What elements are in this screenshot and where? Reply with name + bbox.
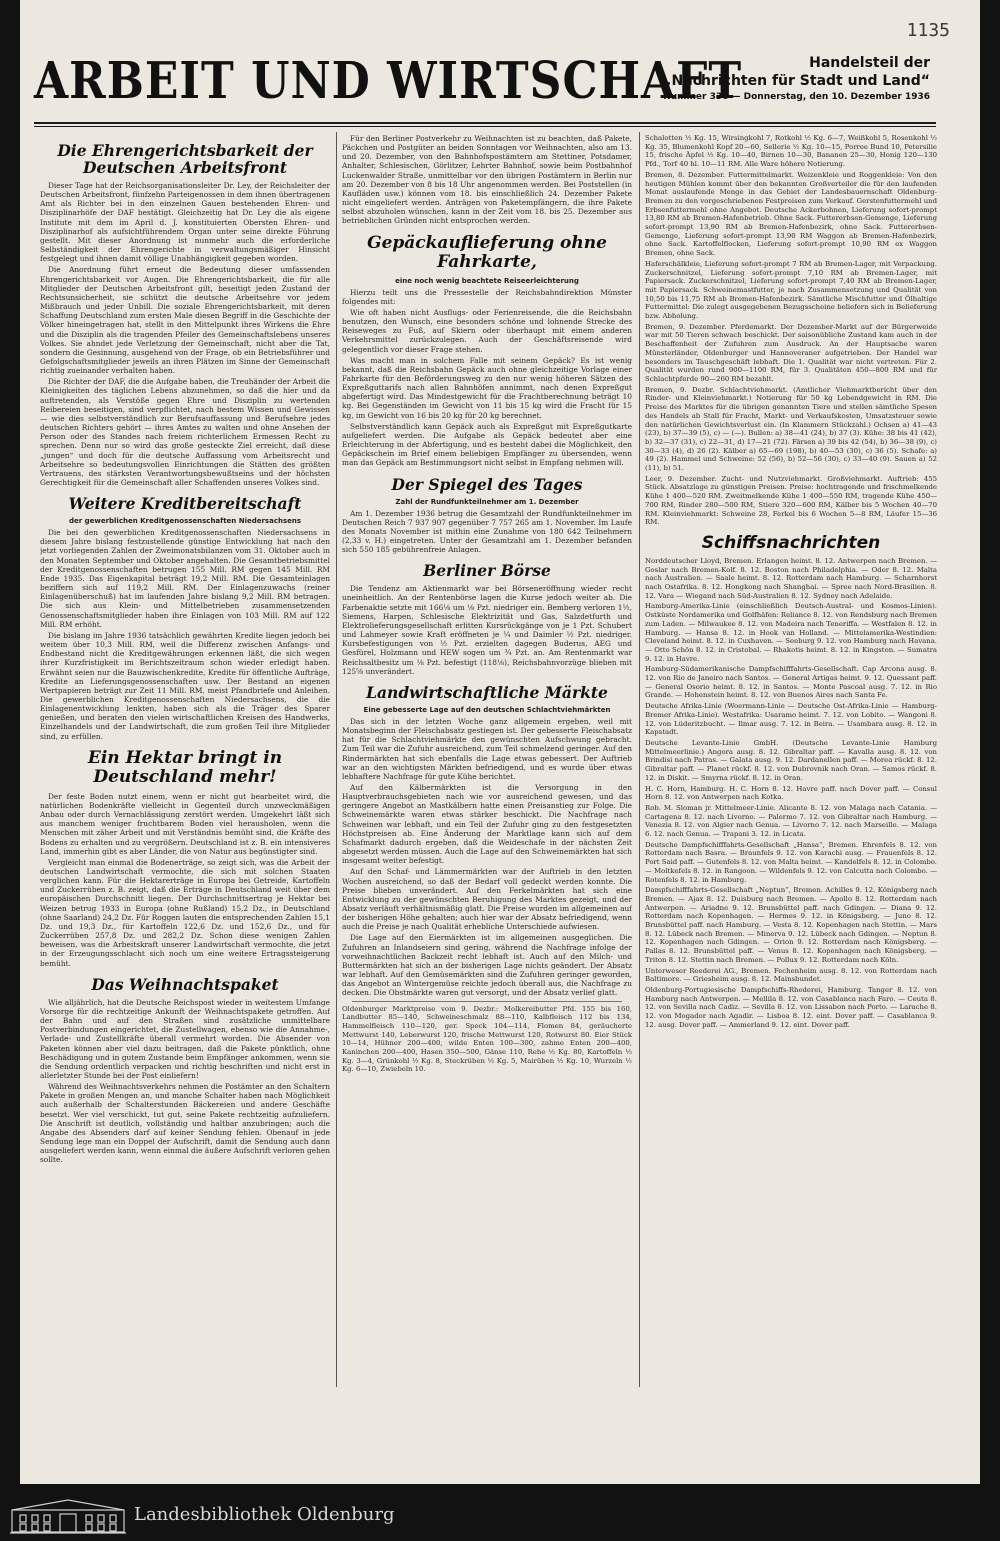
divider bbox=[352, 1001, 622, 1002]
column-divider bbox=[639, 132, 640, 1387]
article-paragraph: Deutsche Levante-Linie GmbH. (Deutsche Levante-Linie Hamburg Mittelmeerlinie.) Angora ausg. 8. 12. Gibraltar paff. — Kavalla ausg. 8. 12. von Brindisi nach Patras. — Galata ausg. 9. 12. Dardanellen paff. — Morea rückf. 8. 12. Gibraltar paff. — Planet rückf. 8. 12. von Dubrovnik nach Oran. — Samos rückf. 8. 12. in Diskit. — Smyrna rückf. 8. 12. in Oran. bbox=[645, 739, 937, 782]
article-paragraph: Oldenburger Marktpreise vom 9. Dezbr.: Molkereibutter Pfd. 155 bis 160, Landbutter 85—140, Schweineschmalz 88—110, Kalbfleisch 112 bis 134, Hammelfleisch 110—120, ger. Speck 104—114, Flomen 84, geräucherte Mettwurst 140, Leberwurst 120, frische Mettwurst 120, Rotwurst 80. Eier Stück 10—14, Hühner 200—400, wilde Enten 100—300, zahme Enten 200—400, Kaninchen 200—400, Hasen 350—500, Gänse 110, Rehe ½ Kg. 80, Kartoffeln ½ Kg. 3—4, Grünkohl ½ Kg. 8, Steckrüben ½ Kg. 5, Mairüben ½ Kg. 10, Wurzeln ½ Kg. 6—10, Zwiebeln 10. bbox=[342, 1004, 632, 1074]
article-weihnachtspaket bbox=[40, 998, 330, 1165]
article-paragraph: Wie alljährlich, hat die Deutsche Reichspost wieder in weitestem Umfange Vorsorge für die rechtzeitige Ankunft der Weihnachtspakete getroffen. Auf der Bahn und auf den Straßen sind zusätzliche unmittelbare Postverbindungen eingerichtet, die Zustellwagen, ebenso wie die Annahme-, Verlade- und Zustellkräfte überall vermehrt worden. Die Absender von Paketen können aber viel dazu beitragen, daß die Pakete pünktlich, ohne Beschädigung und in gutem Zustande beim Empfänger ankommen, wenn sie die Sendung ordentlich verpacken und richtig beschriften und nicht erst in allerletzter Stunde bei der Post einliefern! bbox=[40, 997, 330, 1080]
column-left bbox=[40, 134, 330, 1384]
article-paragraph: Hierzu teilt uns die Pressestelle der Reichsbahndirektion Münster folgendes mit: bbox=[342, 287, 632, 306]
masthead-subtitle bbox=[662, 54, 930, 104]
article-paragraph: Norddeutscher Lloyd, Bremen. Erlangen heimt. 8. 12. Antwerpen nach Bremen. — Goslar nach Bremen-Kolf. 8. 12. Boston nach Philadelphia. — Oder 8. 12. Malta nach Australien. — Saale heimt. 8. 12. Rotterdam nach Hamburg. — Scharnhorst nach Ostafrika. 8. 12. Hongkong nach Shanghai. — Spree nach Nord-Brasilien. 8. 12. Vara — Wiegand nach Süd-Australien 8. 12. Sydney nach Adelaide. bbox=[645, 556, 937, 600]
article-paragraph: Der feste Boden nutzt einem, wenn er nicht gut bearbeitet wird, die natürlichen Bodenkräfte vielleicht in Gegenteil durch unzweckmäßigen Anbau oder durch Vernachlässigung zerstört werden. Umgekehrt läßt sich aus manchem weniger fruchtbarem Boden viel herausholen, wenn die Menschen mit zäher Arbeit und mit Verständnis bemüht sind, die Kräfte des Bodens zu erhalten und zu vergrößern. Deutschland ist z. B. ein intensiveres Land, immerhin gibt es aber Länder, die von Natur aus begünstigter sind. bbox=[40, 791, 330, 856]
footer-bar bbox=[0, 1488, 1000, 1541]
masthead-title: ARBEIT UND WIRTSCHAFT bbox=[34, 52, 743, 111]
article-schiffsnachrichten bbox=[645, 557, 937, 1030]
article-paragraph: Die bislang im Jahre 1936 tatsächlich gewährten Kredite liegen jedoch bei weitem über 10,3 Mill. RM, weil die Differenz zwischen Anfangs- und Endbestand nicht die Kreditgewährungen erkennen läßt, die sich wegen ihrer Kurzfristigkeit im Berichtszeitraum schon wieder erledigt haben. Erwähnt seien nur die Bauzwischenkredite, Kredite für öffentliche Aufträge, Kredite an Lieferungsgenossenschaften usw. Der Bestand an eigenen Wertpapieren beträgt zur Zeit 11 Mill. RM, meist Pfandbriefe und Anleihen. Die gewerblichen Kreditgenossenschaften Niedersachsens, die die Einlagenentwicklung lenkten, haben sich als die Träger des Sparer genießen, und beraten den vielen wirtschaftlichen Kreisen des Handwerks, Einzelhandels und der Landwirtschaft, die zum großen Teil ihre Mitglieder sind, zu erfüllen. bbox=[40, 630, 330, 741]
article-paragraph: Vergleicht man einmal die Bodenerträge, so zeigt sich, was die Arbeit der deutschen Landwirtschaft vermochte, die sich mit solchen Staaten verglichen kann. Für die Hektarerträge in Europa bei Getreide, Kartoffeln und Zuckerrüben z. B. zeigt, daß die Erträge in Deutschland weit über dem europäischen Durchschnitt liegen. Der Durchschnittsertrag je Hektar bei Weizen betrug 1933 in Europa (ohne Rußland) 15,2 Dz., in Deutschland (ohne Saarland) 24,2 Dz. Für Roggen lauten die entsprechenden Zahlen 15,1 Dz. und 19,3 Dz., für Kartoffeln 122,6 Dz. und 152,6 Dz., und für Zuckerrüben 257,8 Dz. und 282,2 Dz. Schon diese wenigen Zahlen beweisen, was die Arbeitskraft unserer Landwirtschaft vermochte, die jetzt in der Erzeugungsschlacht sich noch um eine weitere Ertragssteigerung bemüht. bbox=[40, 857, 330, 968]
article-paragraph: Unterweser Reederei AG., Bremen. Fechenheim ausg. 8. 12. von Rotterdam nach Baltimore. — Griesheim ausg. 8. 12. Mainsbundet. bbox=[645, 966, 937, 984]
article-paragraph: Während des Weihnachtsverkehrs nehmen die Postämter an den Schaltern Pakete in großen Mengen an, und manche Schalter haben nach Möglichkeit auch außerhalb der Schalterstunden Bäckereien und andere Geschäfte besetzt. Wer viel verschickt, tut gut, seine Pakete rechtzeitig aufzuliefern. Die Anschrift ist deutlich, vollständig und haltbar anzubringen; auch die Angabe des Absenders darf auf keiner Sendung fehlen. Obenauf in jede Sendung lege man ein Doppel der Aufschrift, damit die Sendung auch dann ausgeliefert werden kann, wenn einmal die äußere Aufschrift verloren gehen sollte. bbox=[40, 1082, 330, 1165]
article-paragraph: Die Richter der DAF, die die Aufgabe haben, die Treuhänder der Arbeit die Kleinigkeiten des täglichen Lebens abzunehmen, so daß die hier und da auftretenden, als Verstöße gegen Ehre und Disziplin zu wertenden Reibereien beseitigen, sind verpflichtet, nach bestem Wissen und Gewissen — wie dies selbstverständlich zur Berufsauffassung und Berufsehre jedes deutschen Richters gehört — ihres Amtes zu walten und ohne Ansehen der Person oder des Standes nach freiem richterlichem Ermessen Recht zu sprechen. Denn nur so wird das große gesteckte Ziel erreicht, daß diese „jungen“ und doch für die deutsche Auffassung vom Arbeitsrecht und Arbeitsehre so bedeutungsvollen Einrichtungen die Stätten des größten Vertrauens, des stärksten Verantwortungsbewußtseins und der höchsten Gerechtigkeit für die Gemeinschaft aller Schaffenden unseres Volkes sind. bbox=[40, 377, 330, 487]
article-paragraph: Deutsche Dampfschifffahrts-Gesellschaft „Hansa“, Bremen. Ehrenfels 8. 12. von Rotterdam nach Basra. — Braunfels 9. 12. von Karachi ausg. — Frauenfels 8. 12. Port Said paff. — Gutenfels 8. 12. von Malta heimt. — Kandelfels 8. 12. in Colombo. — Moltkefels 8. 12. in Rangoon. — Wildenfels 9. 12. von Calcutta nach Colombo. — Rotenfels 8. 12. in Hamburg. bbox=[645, 840, 937, 884]
article-paragraph: Leer, 9. Dezember. Zucht- und Nutzviehmarkt. Großviehmarkt. Auftrieb: 455 Stück. Absatzlage zu günstigen Preisen. Preise: hochtragende und frischmelkende Kühe 1 400—520 RM. Zweitmelkende Kühe 1 400—550 RM, tragende Kühe 450—700 RM, Rinder 280—500 RM, Stiere 320—600 RM, Kälber bis 5 Wochen 40—70 RM. Kleinviehmarkt: Schweine 28, Ferkel bis 6 Wochen 5—8 RM, Läufer 15—36 RM. bbox=[645, 474, 937, 527]
column-right bbox=[645, 134, 937, 1384]
article-paragraph: Schalotten ½ Kg. 15, Wirsingkohl 7, Rotkohl ½ Kg. 6—7, Weißkohl 5, Rosenkohl ½ Kg. 35, Blumenkohl Kopf 20—60, Sellerie ½ Kg. 10—15, Porree Bund 10, Petersilie 15, frische Äpfel ½ Kg. 10—40, Birnen 10—30, Bananen 25—30, Honig 120—130 Pfd., Torf 40 hl. 10—11 RM. Alle Ware höhere Notierung. bbox=[645, 134, 937, 169]
article-paragraph: Dieser Tage hat der Reichsorganisationsleiter Dr. Ley, der Reichsleiter der Deutschen Arbeitsfront, fünfzehn Parteigenossen in dem ihnen übertragenen Amt als Richter bei in den einzelnen Gauen bestehenden Ehren- und Disziplinarhöfe der DAF bestätigt. Gleichzeitig hat Dr. Ley die als eigene Institute mit dem im April d. J. konstituierten Obersten Ehren- und Disziplinarhof als aufsichtführendem Organ unter seine direkte Führung gestellt. Mit dieser Anordnung ist nunmehr auch die erforderliche Selbständigkeit der Ehrengerichte in verwaltungsmäßiger Hinsicht festgelegt und ihnen damit völlige Unabhängigkeit gegeben worden. bbox=[40, 181, 330, 264]
article-marktberichte bbox=[645, 134, 937, 527]
article-paragraph: Die Lage auf den Eiermärkten ist im allgemeinen ausgeglichen. Die Zufuhren an Inlandseiern sind gering, während die Nachfrage infolge der vorweihnachtlichen Backzeit recht lebhaft ist. Auch auf den Milch- und Buttermärkten hat sich an der bisherigen Lage nichts geändert. Der Absatz war lebhaft. Auf den Gemüsemärkten sind die Zufuhren geringer geworden, das Angebot an Wintergemüse reichte jedoch überall aus, die Nachfrage zu decken. Die Obstmärkte waren gut versorgt, und der Absatz verlief glatt. bbox=[342, 933, 632, 998]
headline-kreditbereitschaft: Weitere Kreditbereitschaft bbox=[68, 494, 302, 514]
headline-hektar: Ein Hektar bringt in Deutschland mehr! bbox=[87, 747, 283, 787]
article-landwirtschaftliche-maerkte bbox=[342, 717, 632, 998]
article-paragraph: Für den Berliner Postverkehr zu Weihnachten ist zu beachten, daß Pakete, Päckchen und Postgüter an beiden Sonntagen vor Weihnachten, also am 13. und 20. Dezember, von den Bahnhofspostämtern am Stettiner, Potsdamer, Anhalter, Schlesischen, Görlitzer, Lehrter Bahnhof, sowie beim Postbahnhof Luckenwalder Straße, unmittelbar vor den übrigen Postämtern in Berlin nur am 20. Dezember von 8 bis 18 Uhr angenommen werden. Bei Poststellen (in Kaufläden usw.) können vom 18. bis einschließlich 24. Dezember Pakete nicht eingeliefert werden. Anträgen von Paketempfängern, die ihre Pakete selbst abzuholen wünschen, kann in der Zeit vom 18. bis 25. Dezember aus betrieblichen Gründen nicht entsprochen werden. bbox=[342, 134, 632, 226]
article-paragraph: Deutsche Afrika-Linie (Woermann-Linie — Deutsche Ost-Afrika-Linie — Hamburg-Bremer Afrika-Linie). Westafrika: Usaramo heimt. 7. 12. von Lobito. — Wangoni 8. 12. von Lüderitzbucht. — Ilmar ausg. 7. 12. in Beira. — Usambara ausg. 8. 12. in Kapstadt. bbox=[645, 702, 937, 737]
article-spiegel bbox=[342, 509, 632, 555]
headline-spiegel: Der Spiegel des Tages bbox=[391, 474, 583, 494]
article-kreditbereitschaft bbox=[40, 528, 330, 741]
article-oldenburger-marktpreise bbox=[342, 1005, 632, 1075]
subheadline-gepaeckauflieferung: eine noch wenig beachtete Reiseerleichterung bbox=[395, 276, 579, 285]
masthead bbox=[34, 52, 934, 118]
column-middle bbox=[342, 134, 632, 1384]
article-paragraph: Haferschälkleie, Lieferung sofort-prompt 7 RM ab Bremen-Lager, mit Verpackung. Zuckerschnitzel, Lieferung sofort-prompt 7,10 RM ab Bremen-Lager, mit Papiersack. Zuckerschnitzel, Lieferung sofort-prompt 7,40 RM ab Bremen-Lager, mit Papiersack. Schweinemastfutter, je nach Zusammensetzung und Qualität von 10,50 bis 11,75 RM ab Bremen-Hafenbezirk. Sämtliche Mischfutter und Ölhaltige Futtermittel: Die zulegt ausgegebenen Bezugsscheine beliefern sich in Belieferung bzw. Abholung. bbox=[645, 259, 937, 321]
masthead-rule bbox=[34, 122, 936, 124]
library-label: Landesbibliothek Oldenburg bbox=[134, 1504, 395, 1525]
article-paragraph: Die bei den gewerblichen Kreditgenossenschaften Niedersachsens in diesem Jahre bislang festzustellende günstige Entwicklung hat nach den jetzt vorliegenden Zahlen der Zweimonatsbilanzen vom 31. Oktober auch in den Monaten September und Oktober angehalten. Die Gesamtbetriebsmittel der Kreditgenossenschaften betrugen 155 Mill. RM gegen 145 Mill. RM Ende 1935. Das Eigenkapital beträgt 19,2 Mill. RM. Die Gesamteinlagen beziffern sich auf 119,2 Mill. RM. Der Einlagenzuwachs (reiner Einlagenüberschuß) hat im laufenden Jahre bislang 9,2 Mill. RM betragen. Die sich aus Klein- und Mittelbetrieben zusammensetzenden Genossenschaftsmitglieder haben ihre Einlagen von 103 Mill. RM auf 122 Mill. RM erhöht. bbox=[40, 528, 330, 629]
article-hektar bbox=[40, 792, 330, 968]
article-paragraph: Hamburg-Amerika-Linie (einschließlich Deutsch-Austral- und Kosmos-Linien). Ostküste Nordamerika und Golfhäfen: Reliance 8. 12. von Rendsburg nach Bremen zum Laden. — Milwaukee 8. 12. von Madeira nach Teneriffa. — Westfalen 8. 12. in Hamburg. — Hansa 8. 12. in Hoek van Holland. — Mittelamerika-Westindien: Cleveland heimt. 8. 12. in Cuxhaven. — Seeburg 9. 12. von Hamburg nach Havana. — Otto Schön 8. 12. in Cristobal. — Rhakotis heimt. 8. 12. in Kingston. — Sumatra 9. 12. in Havre. bbox=[645, 602, 937, 663]
article-paragraph: Oldenburg-Portugiesische Dampfschiffs-Rhederei, Hamburg. Tanger 8. 12. von Hamburg nach Antwerpen. — Mellila 8. 12. von Casablanca nach Faro. — Ceuta 8. 12. von Sevilla nach Cadiz. — Sevilla 8. 12. von Lissabon nach Porto. — Larache 8. 12. von Mogador nach Agadir. — Lisboa 8. 12. eint. Dover paff. — Casablanca 9. 12. ausg. Dover paff. — Ammerland 9. 12. eint. Dover paff. bbox=[645, 985, 937, 1029]
article-ehrengerichtsbarkeit bbox=[40, 181, 330, 487]
headline-ehrengerichtsbarkeit: Die Ehrengerichtsbarkeit der Deutschen Arbeitsfront bbox=[57, 141, 313, 177]
article-gepaeckauflieferung bbox=[342, 288, 632, 468]
article-paragraph: Bremen, 9. Dezbr. Schlachtviehmarkt. (Amtlicher Viehmarktbericht über den Rinder- und Kleinviehmarkt.) Notierung für 50 kg Lebendgewicht in RM. Die Preise des Marktes für die übrigen genannten Tiere und stellen sämtliche Spesen des Handels ab Stall für Fracht, Markt- und Verkaufskosten, Umsatzsteuer sowie den natürlichen Gewichtsverlust ein. (In Klammern Stückzahl.) Ochsen a) 41—43 (23), b) 37—39 (5), c) — (—). Bullen: a) 38—41 (24), b) 37 (3). Kühe: 38 bis 41 (42), b) 32—37 (31), c) 22—31, d) 17—21 (72). Färsen a) 39 bis 42 (54), b) 36—38 (9), c) 30—33 (4), d) 26 (2). Kälber a) 65—69 (198), b) 40—53 (30), c) 36 (5). Schafe: a) 49 (2). Hammel und Schweine: 52 (56), b) 52—56 (30), c) 33—40 (9). Sauen a) 52 (11), b) 51. bbox=[645, 385, 937, 473]
headline-berliner-boerse: Berliner Börse bbox=[423, 561, 551, 581]
article-paragraph: Die Tendenz am Aktienmarkt war bei Börseneröffnung wieder recht uneinheitlich. An der Rentenbörse lagen die Kurse jedoch weiter ab. Die Farbenaktie setzte mit 166⅛ um ⅛ Pzt. niedriger ein. Bemberg verloren 1½, Siemens, Harpen, Schlesische Elektrizität und Gas, Salzdetfurth und Elektrolieferungsgesellschaft erlitten Kursrückgänge von je 1 Pzt. Schubert und Lahmeyer sowie Kraft eröffneten je ¼ und Daimler ½ Pzt. niedriger. Kursbefestigungen von ½ Pzt. erzielten dagegen Buderus, AEG und Gesfürel, Holzmann und HEW sogen um ¾ Pzt. an. Am Rentenmarkt war Reichsaltbesitz um ⅛ Pzt. befestigt (118⅛), Reichsbahnvorzüge blieben mit 125⅝ unverändert. bbox=[342, 584, 632, 676]
article-paragraph: H. C. Horn, Hamburg. H. C. Horn 8. 12. Havre paff. nach Dover paff. — Consul Horn 8. 12. von Antwerpen nach Kotka. bbox=[645, 784, 937, 802]
article-paragraph: Bremen, 9. Dezember. Pferdemarkt. Der Dezember-Markt auf der Bürgerweide war mit 50 Tieren schwach beschickt. Der saisonübliche Zustand kam auch in der Beschaffenheit der Zufuhren zum Ausdruck. An der Hauptsache waren Münsterländer, Oldenburger und Hannoveraner aufgetrieben. Der Handel war besonders im Tauschgeschäft lebhaft. Die 1. Qualität war nicht vertreten. Für 2. Qualität wurden rund 900—1100 RM, für 3. Qualitäten 450—800 RM und für Schlachtpferde 90—260 RM bezahlt. bbox=[645, 322, 937, 383]
article-paragraph: Wie oft haben nicht Ausflugs- oder Ferienreisende, die die Reichsbahn benutzen, den Wunsch, eine besonders schöne und lohnende Strecke des Reiseweges zu Fuß, auf Skiern oder überhaupt mit einem anderen Verkehrsmittel zurückzulegen. Auch der Geschäftsreisende wird gelegentlich vor dieser Frage stehen. bbox=[342, 307, 632, 354]
subheadline-spiegel: Zahl der Rundfunkteilnehmer am 1. Dezember bbox=[395, 497, 579, 506]
article-paragraph: Hamburg-Südamerikanische Dampfschifffahrts-Gesellschaft. Cap Arcona ausg. 8. 12. von Rio de Janeiro nach Santos. — General Artigas heimt. 9. 12. Quessant paff. — General Osorio heimt. 8. 12. in Santos. — Monte Pascoal ausg. 7. 12. in Rio Grande. — Hohenstein heimt. 8. 12. von Buenos Aires nach Santa Fe. bbox=[645, 665, 937, 700]
page-number: 1135 bbox=[906, 20, 950, 41]
subheadline-kreditbereitschaft: der gewerblichen Kreditgenossenschaften Niedersachsens bbox=[68, 517, 302, 526]
article-berliner-boerse bbox=[342, 584, 632, 676]
headline-landwirtschaftliche-maerkte: Landwirtschaftliche Märkte bbox=[366, 682, 608, 702]
subheadline-landwirtschaftliche-maerkte: Eine gebesserte Lage auf den deutschen Schlachtviehmärkten bbox=[363, 705, 611, 714]
masthead-rule-thin bbox=[34, 126, 936, 127]
article-paragraph: Die Anordnung führt erneut die Bedeutung dieser umfassenden Ehrengerichtsbarkeit vor Augen. Die Ehrengerichtsbarkeit, die für alle Mitglieder der Deutschen Arbeitsfront gilt, beseitigt jeden Zustand der Rechtsunsicherheit, sie schützt die deutsche Arbeitsehre vor jedem Mißbrauch und jeder Unbill. Die soziale Ehrengerichtsbarkeit, mit deren Schaffung Deutschland zum ersten Male diesen Begriff in die Geschichte der Völker hineingetragen hat, stellt in den Mittelpunkt ihres Wirkens die Ehre und die Disziplin als die tragenden Pfeiler des Gemeinschaftslebens unseres Volkes. Sie ahndet jede Verletzung der Gemeinschaft, nicht aber die Tat, sondern die Gesinnung, ausgehend von der Frage, ob ein Betriebsführer und Gefolgschaftsmitglieder jeweils an ihren Plätzen im Sinne der Gemeinschaft richtig zueinander verhalten haben. bbox=[40, 265, 330, 376]
article-paragraph: Auf den Schaf- und Lämmermärkten war der Auftrieb in den letzten Wochen ausreichend, so daß der Bedarf voll gedeckt werden konnte. Die Preise blieben unverändert. Auf den Ferkelmärkten hat sich eine Entwicklung zu der gewünschten Beruhigung des Marktes gezeigt, und der Absatz verläuft verhältnismäßig glatt. Die Preise wurden im allgemeinen auf der bisherigen Höhe gehalten; auch hier war der Absatz befriedigend, wenn auch die Preise je nach Qualität erhebliche Unterschiede aufwiesen. bbox=[342, 867, 632, 932]
article-paragraph: Bremen, 8. Dezember. Futtermittelmarkt. Weizenkleie und Roggenkleie: Von den heutigen Mühlen kommt über den bekannten Großverteiler die für den laufenden Monat auslaufende Menge in das Gebiet der Landesbauernschaft Oldenburg-Bremen zu den vorgeschriebenen Festpreisen zum Verkauf. Gerstenfuttermehl und Erbsenfuttermehl ohne Angebot. Deutsche Ackerbohnen, Lieferung sofort-prompt 13,80 RM ab Bremen-Hafenbetrieb. Ohne Sack. Futtererbsen-Gemenge, Lieferung sofort-prompt 13,90 RM ab Bremen-Hafenbezirk, ohne Sack. Futtererbsen-Gemenge, Lieferung sofort-prompt 13,90 RM Waggon ab Bremen-Hafenbezirk, ohne Sack. Kartoffelflocken, Lieferung sofort-prompt 10,90 RM ex Waggon Bremen, ohne Sack. bbox=[645, 170, 937, 258]
article-paragraph: Das sich in der letzten Woche ganz allgemein ergeben, weil mit Monatsbeginn der Fleischabsatz gestiegen ist. Der gebesserte Fleischabsatz hat für die Schlachtviehmärkte den gewünschten Aufschwung gebracht. Zum Teil war die Zufuhr ausreichend, zum Teil schmelzend geringer. Auf den Rindermärkten hat sich ebenfalls die Lage etwas gebessert. Der Auftrieb war an den wichtigsten Märkten befriedigend, und es wurde über etwas lebhaftere Nachfrage für gute Kühe berichtet. bbox=[342, 716, 632, 781]
headline-weihnachtspaket: Das Weihnachtspaket bbox=[91, 974, 279, 994]
article-paragraph: Selbstverständlich kann Gepäck auch als Expreßgut mit Expreßgutkarte aufgeliefert werden. Die Aufgabe als Gepäck bedeutet aber eine Erleichterung in der Abfertigung, und es besteht dabei die Möglichkeit, den Gepäckschein im Brief einem beliebigen Empfänger zu übersenden, wenn man das Gepäck am Bestimmungsort nicht selbst in Empfang nehmen will. bbox=[342, 421, 632, 468]
article-paragraph: Was macht man in solchem Falle mit seinem Gepäck? Es ist wenig bekannt, daß die Reichsbahn Gepäck auch ohne gleichzeitige Vorlage einer Fahrkarte für den Beförderungsweg zu den nur wenig höheren Sätzen des Expreßguttarifs nach allen Bahnhöfen annimmt, nach denen Expreßgut abgefertigt wird. Das Mindestgewicht für die Frachtberechnung beträgt 10 kg. Bei Gegenständen im Gewicht von 11 bis 15 kg wird die Fracht für 15 kg, im Gewicht von 16 bis 20 kg für 20 kg berechnet. bbox=[342, 355, 632, 420]
subtitle-line2: „Nachrichten für Stadt und Land“ bbox=[662, 73, 930, 89]
column-divider bbox=[336, 132, 337, 1387]
article-paragraph: Dampfschifffahrts-Gesellschaft „Neptun“, Bremen. Achilles 9. 12. Königsberg nach Bremen. — Ajax 8. 12. Duisburg nach Bremen. — Apollo 8. 12. Rotterdam nach Antwerpen. — Ariadne 9. 12. Brunsbüttel paff. nach Gdingen. — Diana 9. 12. Rotterdam nach Kopenhagen. — Hermes 9. 12. in Königsberg. — Juno 8. 12. Brunsbüttel paff. nach Hamburg. — Vesta 8. 12. Kopenhagen nach Stettin. — Mars 8. 12. Lübeck nach Bremen. — Minerva 9. 12. Lübeck nach Gdingen. — Neptun 8. 12. Kopenhagen nach Gdingen. — Orion 9. 12. Rotterdam nach Königsberg. — Pallas 8. 12. Brunsbüttel paff. — Venus 8. 12. Kopenhagen nach Königsberg. — Triton 8. 12. Stettin nach Bremen. — Pollux 9. 12. Rotterdam nach Köln. bbox=[645, 886, 937, 964]
headline-schiffsnachrichten: Schiffsnachrichten bbox=[701, 532, 881, 553]
article-paragraph: Auf den Kälbermärkten ist die Versorgung in den Hauptverbrauchsgebieten nach wie vor ausreichend gewesen, und das geringere Angebot an Mastkälbern hatte einen Preisanstieg zur Folge. Die Schweinemärkte waren etwas stärker beschickt. Die Nachfrage nach Schweinen war lebhaft, und ein Teil der Zufuhr ging zu den festgesetzten Höchstpreisen ab. Eine Änderung der Marktlage kann sich auf dem Schafmarkt dadurch ergeben, daß die Weideschafe in der nächsten Zeit abgesetzt werden müssen. Auch die Lage auf den Schweinemärkten hat sich insgesamt weiter befestigt. bbox=[342, 782, 632, 866]
library-building-logo bbox=[8, 1496, 128, 1536]
article-paragraph: Am 1. Dezember 1936 betrug die Gesamtzahl der Rundfunkteilnehmer im Deutschen Reich 7 937 907 gegenüber 7 757 265 am 1. November. Im Laufe des Monats November ist mithin eine Zunahme von 180 642 Teilnehmern (2,33 v. H.) eingetreten. Unter der Gesamtzahl am 1. Dezember befanden sich 550 185 gebührenfreie Anlagen. bbox=[342, 508, 632, 555]
article-berliner-postverkehr bbox=[342, 134, 632, 226]
article-paragraph: Rob. M. Sloman jr. Mittelmeer-Linie. Alicante 8. 12. von Malaga nach Catania. — Cartagena 8. 12. nach Livorno. — Palermo 7. 12. von Gibraltar nach Hamburg. — Venezia 8. 12. von Algier nach Genua. — Livorno 7. 12. nach Marseille. — Malaga 6. 12. nach Genua. — Trapani 3. 12. in Licata. bbox=[645, 803, 937, 839]
issue-line: Nummer 336 — Donnerstag, den 10. Dezember 1936 bbox=[663, 92, 930, 102]
headline-gepaeckauflieferung: Gepäckauflieferung ohne Fahrkarte, bbox=[367, 232, 607, 272]
subtitle-line1: Handelsteil der bbox=[809, 55, 930, 71]
